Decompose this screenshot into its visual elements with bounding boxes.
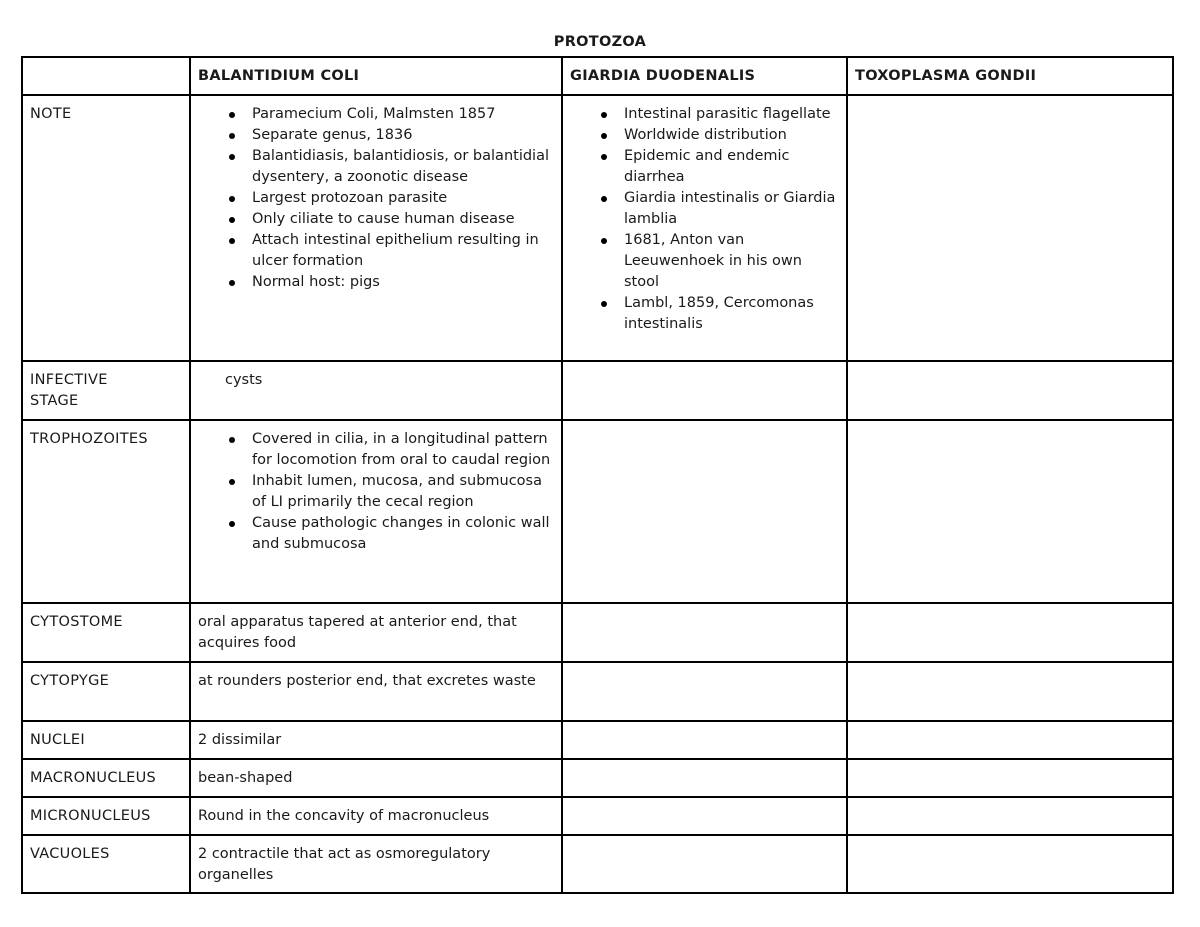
header-toxoplasma-gondii: TOXOPLASMA GONDII	[847, 57, 1173, 95]
list-item: Giardia intestinalis or Giardia lamblia	[624, 188, 839, 230]
cell-micronucleus-balantidium: Round in the concavity of macronucleus	[190, 797, 562, 835]
infective-stage-value: cysts	[225, 372, 263, 388]
trophozoites-balantidium-list	[198, 429, 554, 555]
list-item: Separate genus, 1836	[252, 125, 554, 146]
cell-infective-giardia	[562, 361, 847, 420]
note-balantidium-list	[198, 104, 554, 293]
row-infective-stage	[22, 361, 1173, 420]
row-label-vacuoles: VACUOLES	[22, 835, 190, 893]
row-label-infective-stage	[22, 361, 190, 420]
cell-trophozoites-balantidium	[190, 420, 562, 603]
row-label-micronucleus: MICRONUCLEUS	[22, 797, 190, 835]
cell-cytostome-balantidium: oral apparatus tapered at anterior end, that acquires food	[190, 603, 562, 662]
cell-trophozoites-giardia	[562, 420, 847, 603]
cell-cytostome-toxoplasma	[847, 603, 1173, 662]
list-item: Largest protozoan parasite	[252, 188, 554, 209]
cell-nuclei-toxoplasma	[847, 721, 1173, 759]
header-row	[22, 57, 1173, 95]
row-nuclei	[22, 721, 1173, 759]
cell-infective-toxoplasma	[847, 361, 1173, 420]
list-item: Worldwide distribution	[624, 125, 839, 146]
header-cell-empty	[22, 57, 190, 95]
cell-micronucleus-toxoplasma	[847, 797, 1173, 835]
row-label-cytostome: CYTOSTOME	[22, 603, 190, 662]
cell-vacuoles-toxoplasma	[847, 835, 1173, 893]
list-item: Normal host: pigs	[252, 272, 554, 293]
list-item: Intestinal parasitic flagellate	[624, 104, 839, 125]
cell-macronucleus-toxoplasma	[847, 759, 1173, 797]
protozoa-table	[21, 56, 1174, 894]
cell-macronucleus-giardia	[562, 759, 847, 797]
row-macronucleus	[22, 759, 1173, 797]
list-item: Epidemic and endemic diarrhea	[624, 146, 839, 188]
cell-trophozoites-toxoplasma	[847, 420, 1173, 603]
row-vacuoles	[22, 835, 1173, 893]
row-label-macronucleus: MACRONUCLEUS	[22, 759, 190, 797]
row-cytopyge	[22, 662, 1173, 721]
list-item: Inhabit lumen, mucosa, and submucosa of LI primarily the cecal region	[252, 471, 554, 513]
cell-note-giardia	[562, 95, 847, 361]
row-label-cytopyge: CYTOPYGE	[22, 662, 190, 721]
list-item: Lambl, 1859, Cercomonas intestinalis	[624, 293, 839, 335]
row-trophozoites	[22, 420, 1173, 603]
cell-cytostome-giardia	[562, 603, 847, 662]
row-label-nuclei: NUCLEI	[22, 721, 190, 759]
cell-vacuoles-balantidium: 2 contractile that act as osmoregulatory organelles	[190, 835, 562, 893]
list-item: Paramecium Coli, Malmsten 1857	[252, 104, 554, 125]
list-item: Only ciliate to cause human disease	[252, 209, 554, 230]
row-note	[22, 95, 1173, 361]
label-line: STAGE	[30, 393, 79, 409]
label-line: INFECTIVE	[30, 372, 108, 388]
cell-infective-balantidium	[190, 361, 562, 420]
row-cytostome	[22, 603, 1173, 662]
cell-vacuoles-giardia	[562, 835, 847, 893]
list-item: Covered in cilia, in a longitudinal pattern for locomotion from oral to caudal region	[252, 429, 554, 471]
list-item: Balantidiasis, balantidiosis, or balantidial dysentery, a zoonotic disease	[252, 146, 554, 188]
list-item: Attach intestinal epithelium resulting in ulcer formation	[252, 230, 554, 272]
page-title: PROTOZOA	[553, 34, 647, 50]
row-label-trophozoites: TROPHOZOITES	[22, 420, 190, 603]
note-giardia-list	[570, 104, 839, 335]
cell-nuclei-giardia	[562, 721, 847, 759]
cell-macronucleus-balantidium: bean-shaped	[190, 759, 562, 797]
cell-nuclei-balantidium: 2 dissimilar	[190, 721, 562, 759]
cell-micronucleus-giardia	[562, 797, 847, 835]
list-item: 1681, Anton van Leeuwenhoek in his own stool	[624, 230, 839, 293]
row-micronucleus	[22, 797, 1173, 835]
list-item: Cause pathologic changes in colonic wall and submucosa	[252, 513, 554, 555]
row-label-note: NOTE	[22, 95, 190, 361]
cell-cytopyge-giardia	[562, 662, 847, 721]
header-giardia-duodenalis: GIARDIA DUODENALIS	[562, 57, 847, 95]
cell-cytopyge-balantidium: at rounders posterior end, that excretes waste	[190, 662, 562, 721]
cell-cytopyge-toxoplasma	[847, 662, 1173, 721]
cell-note-toxoplasma	[847, 95, 1173, 361]
header-balantidium-coli: BALANTIDIUM COLI	[190, 57, 562, 95]
cell-note-balantidium	[190, 95, 562, 361]
